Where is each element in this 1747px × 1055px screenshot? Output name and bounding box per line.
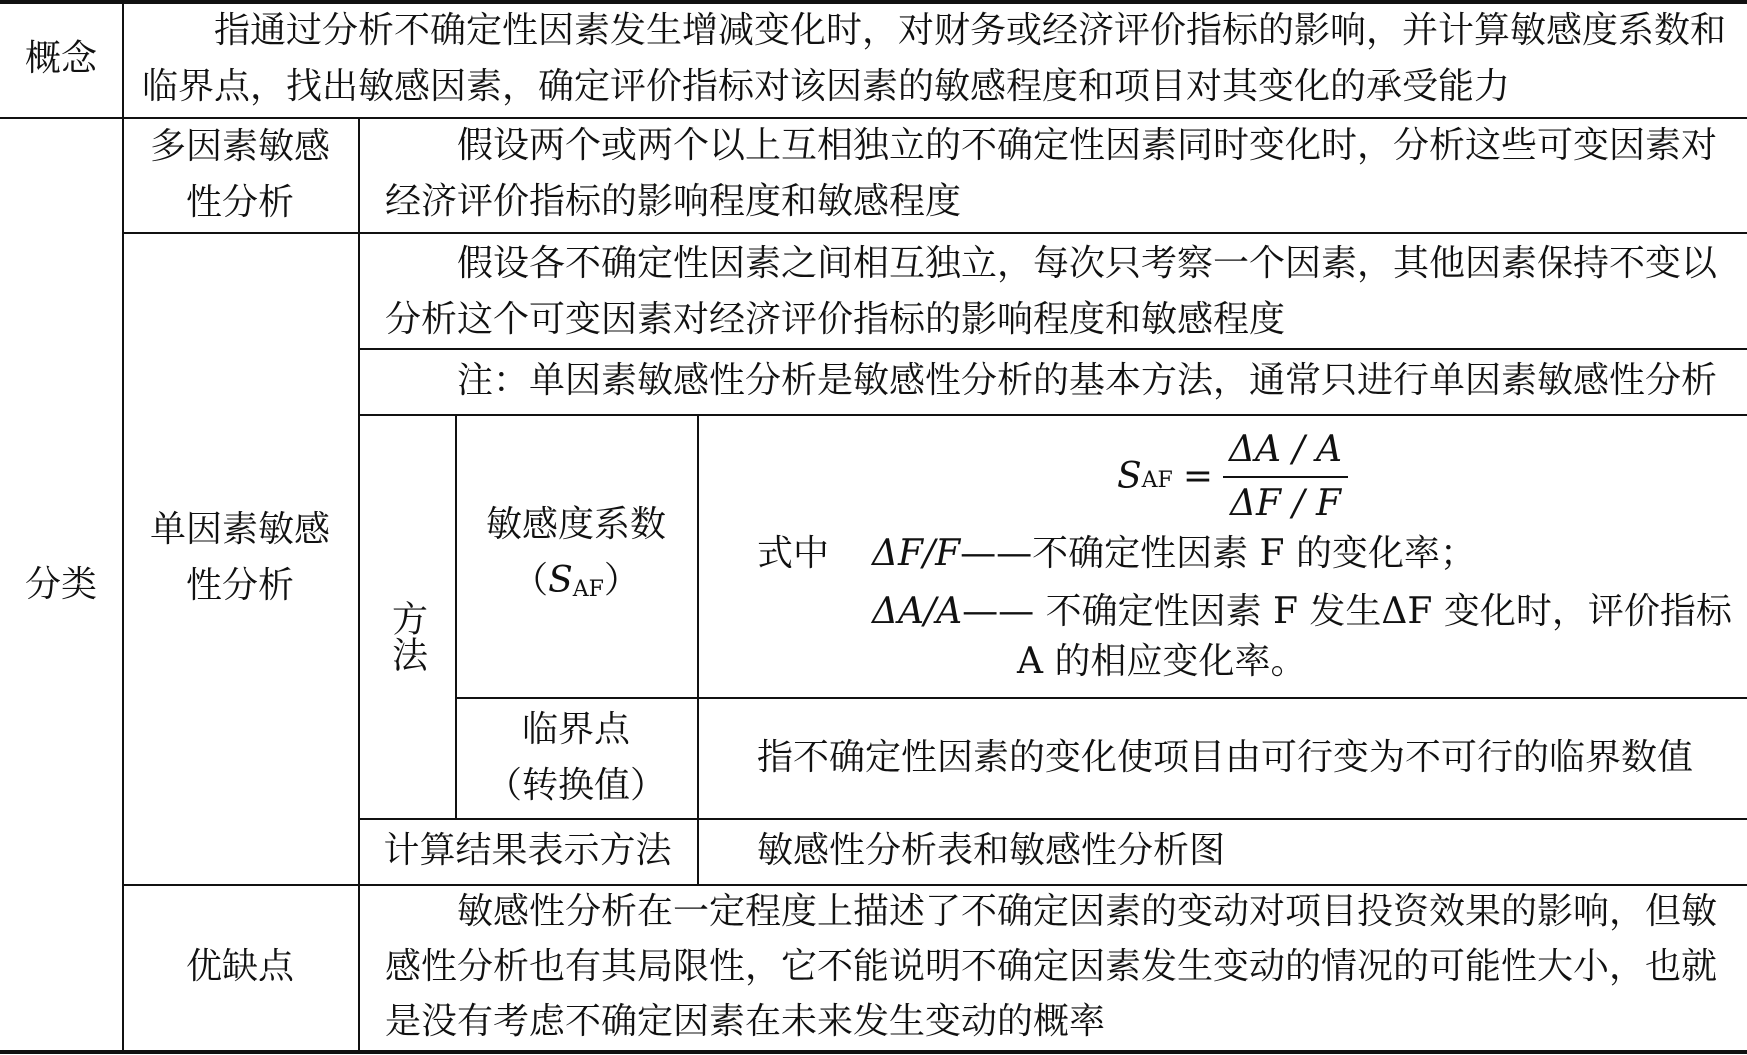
multi-factor-label: 多因素敏感性分析 xyxy=(150,125,331,223)
where-label: 式中 xyxy=(757,533,830,574)
result-text: 敏感性分析表和敏感性分析图 xyxy=(757,830,1226,871)
concept-text: 指通过分析不确定性因素发生增减变化时，对财务或经济评价指标的影响，并计算敏感度系数和临界点，找出敏感因素，确定评价指标对该因素的敏感程度和项目对其变化的承受能力 xyxy=(142,10,1727,107)
concept-label: 概念 xyxy=(24,37,97,79)
sensitivity-content xyxy=(697,414,1747,697)
pros-cons-text: 敏感性分析在一定程度上描述了不确定因素的变动对项目投资效果的影响，但敏感性分析也有其局限性，它不能说明不确定因素发生变动的情况的可能性大小，也就是没有考虑不确定因素在未来发生变动的概率 xyxy=(385,891,1718,1042)
pros-cons-label: 优缺点 xyxy=(185,946,294,987)
critical-point-label-line2: （转换值） xyxy=(485,764,666,806)
row-divider-multi xyxy=(122,232,1747,234)
result-label: 计算结果表示方法 xyxy=(383,830,672,871)
sensitivity-label-text: 敏感度系数 xyxy=(485,504,666,545)
critical-point-text: 指不确定性因素的变化使项目由可行变为不可行的临界数值 xyxy=(757,736,1694,778)
single-factor-text: 假设各不确定性因素之间相互独立，每次只考察一个因素，其他因素保持不变以分析这个可变因素对经济评价指标的影响程度和敏感程度 xyxy=(385,243,1718,340)
single-factor-note-text: 注：单因素敏感性分析是敏感性分析的基本方法，通常只进行单因素敏感性分析 xyxy=(457,360,1718,401)
table-bottom-border xyxy=(0,1050,1747,1054)
multi-factor-text: 假设两个或两个以上互相独立的不确定性因素同时变化时，分析这些可变因素对经济评价指标的影响程度和敏感程度 xyxy=(385,125,1718,222)
single-factor-label: 单因素敏感性分析 xyxy=(149,509,330,606)
definition-1: ΔF/F——不确定性因素 F 的变化率； xyxy=(872,533,1476,574)
critical-point-label-line1: 临界点 xyxy=(521,708,630,750)
method-label-text: 方法 xyxy=(386,600,428,672)
method-label xyxy=(358,414,455,818)
formula-numerator: ΔA / A xyxy=(1223,428,1348,478)
sensitivity-formula: S AF = $\frac{\Delta A / A}{\Delta F / F}$ xyxy=(1117,428,1348,526)
sensitivity-symbol: （SAF） xyxy=(512,560,640,602)
sensitivity-label xyxy=(455,414,697,697)
single-factor-note xyxy=(358,348,1747,414)
critical-point-label xyxy=(455,697,697,818)
classification-label: 分类 xyxy=(24,563,97,605)
formula-denominator: ΔF / F xyxy=(1230,483,1341,524)
definition-2-continued: A 的相应变化率。 xyxy=(1017,641,1307,682)
definition-2: ΔA/A—— 不确定性因素 F 发生ΔF 变化时，评价指标 xyxy=(872,591,1732,632)
